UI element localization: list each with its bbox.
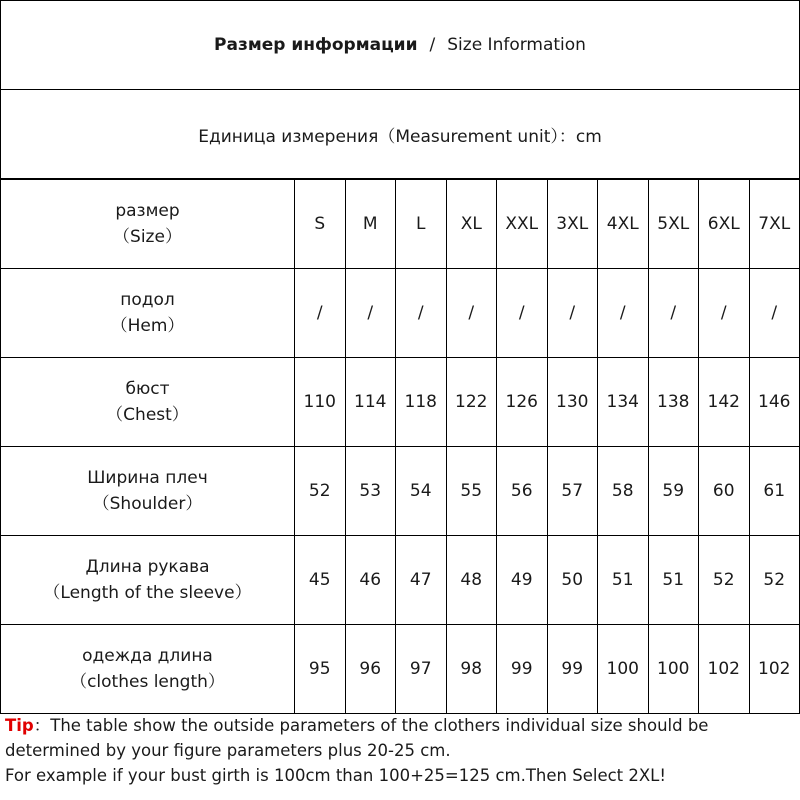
row-label <box>1 536 295 625</box>
table-cell: 4XL <box>598 180 649 269</box>
title-russian: Размер информации <box>214 35 418 55</box>
table-cell: 46 <box>345 536 396 625</box>
table-cell: 48 <box>446 536 497 625</box>
row-label-russian: бюст <box>125 379 170 399</box>
size-table <box>0 179 800 714</box>
table-cell: 98 <box>446 625 497 714</box>
table-cell: 3XL <box>547 180 598 269</box>
table-cell: 142 <box>699 358 750 447</box>
table-cell: 56 <box>497 447 548 536</box>
tip-line-2: determined by your figure parameters plus 20-25 cm. <box>5 741 451 760</box>
table-cell: 58 <box>598 447 649 536</box>
row-label <box>1 447 295 536</box>
row-label-russian: Ширина плеч <box>87 468 208 488</box>
table-row <box>1 269 800 358</box>
table-cell: 54 <box>396 447 447 536</box>
table-cell: S <box>295 180 346 269</box>
table-cell: 134 <box>598 358 649 447</box>
table-row <box>1 536 800 625</box>
unit-row <box>0 90 800 179</box>
table-cell: / <box>446 269 497 358</box>
table-cell: 138 <box>648 358 699 447</box>
title-row <box>0 1 800 90</box>
size-table-body <box>1 180 800 714</box>
table-cell: 102 <box>699 625 750 714</box>
table-row <box>1 625 800 714</box>
table-cell: 59 <box>648 447 699 536</box>
row-label <box>1 269 295 358</box>
tip-text-1: The table show the outside parameters of the clothers individual size should be <box>50 716 709 735</box>
tip-label: Tip <box>5 716 34 735</box>
table-cell: 53 <box>345 447 396 536</box>
table-row <box>1 180 800 269</box>
table-cell: 100 <box>648 625 699 714</box>
row-label-english: （Shoulder） <box>92 494 203 514</box>
row-label-russian: Длина рукава <box>85 557 210 577</box>
table-cell: 51 <box>648 536 699 625</box>
table-cell: 47 <box>396 536 447 625</box>
table-cell: 102 <box>749 625 800 714</box>
table-cell: / <box>396 269 447 358</box>
table-cell: 146 <box>749 358 800 447</box>
table-cell: 55 <box>446 447 497 536</box>
table-cell: 122 <box>446 358 497 447</box>
table-cell: 50 <box>547 536 598 625</box>
table-cell: 118 <box>396 358 447 447</box>
row-label-russian: подол <box>120 290 175 310</box>
row-label-russian: размер <box>115 201 180 221</box>
table-cell: 97 <box>396 625 447 714</box>
measurement-unit: Единица измерения（Measurement unit）：cm <box>198 126 602 147</box>
row-label-russian: одежда длина <box>82 646 213 666</box>
table-cell: 45 <box>295 536 346 625</box>
row-label-english: （Chest） <box>106 405 189 425</box>
tip-note <box>5 713 797 788</box>
table-cell: M <box>345 180 396 269</box>
table-cell: 99 <box>497 625 548 714</box>
table-cell: / <box>699 269 750 358</box>
table-cell: 99 <box>547 625 598 714</box>
table-cell: 100 <box>598 625 649 714</box>
table-cell: 114 <box>345 358 396 447</box>
tip-colon: ： <box>33 716 51 735</box>
table-cell: 49 <box>497 536 548 625</box>
table-cell: / <box>598 269 649 358</box>
table-row <box>1 358 800 447</box>
row-label <box>1 358 295 447</box>
table-cell: XL <box>446 180 497 269</box>
row-label <box>1 180 295 269</box>
row-label-english: （Hem） <box>110 316 185 336</box>
row-label-english: （Size） <box>113 227 182 247</box>
table-cell: 57 <box>547 447 598 536</box>
table-cell: 126 <box>497 358 548 447</box>
table-cell: 61 <box>749 447 800 536</box>
table-cell: 60 <box>699 447 750 536</box>
table-cell: / <box>749 269 800 358</box>
table-cell: 52 <box>699 536 750 625</box>
table-cell: / <box>547 269 598 358</box>
table-cell: 51 <box>598 536 649 625</box>
title-english: Size Information <box>447 35 586 55</box>
title-separator: / <box>429 35 436 55</box>
table-cell: / <box>497 269 548 358</box>
table-cell: 5XL <box>648 180 699 269</box>
table-cell: L <box>396 180 447 269</box>
table-cell: / <box>648 269 699 358</box>
row-label-english: （Length of the sleeve） <box>43 583 252 603</box>
table-cell: 6XL <box>699 180 750 269</box>
row-label-english: （clothes length） <box>70 672 225 692</box>
table-cell: / <box>345 269 396 358</box>
row-label <box>1 625 295 714</box>
table-row <box>1 447 800 536</box>
table-cell: 96 <box>345 625 396 714</box>
table-cell: / <box>295 269 346 358</box>
table-cell: 7XL <box>749 180 800 269</box>
table-cell: 130 <box>547 358 598 447</box>
tip-line-1 <box>5 713 797 738</box>
table-cell: 52 <box>295 447 346 536</box>
table-cell: 52 <box>749 536 800 625</box>
table-cell: XXL <box>497 180 548 269</box>
tip-line-3: For example if your bust girth is 100cm than 100+25=125 cm.Then Select 2XL! <box>5 766 666 785</box>
table-cell: 95 <box>295 625 346 714</box>
table-cell: 110 <box>295 358 346 447</box>
